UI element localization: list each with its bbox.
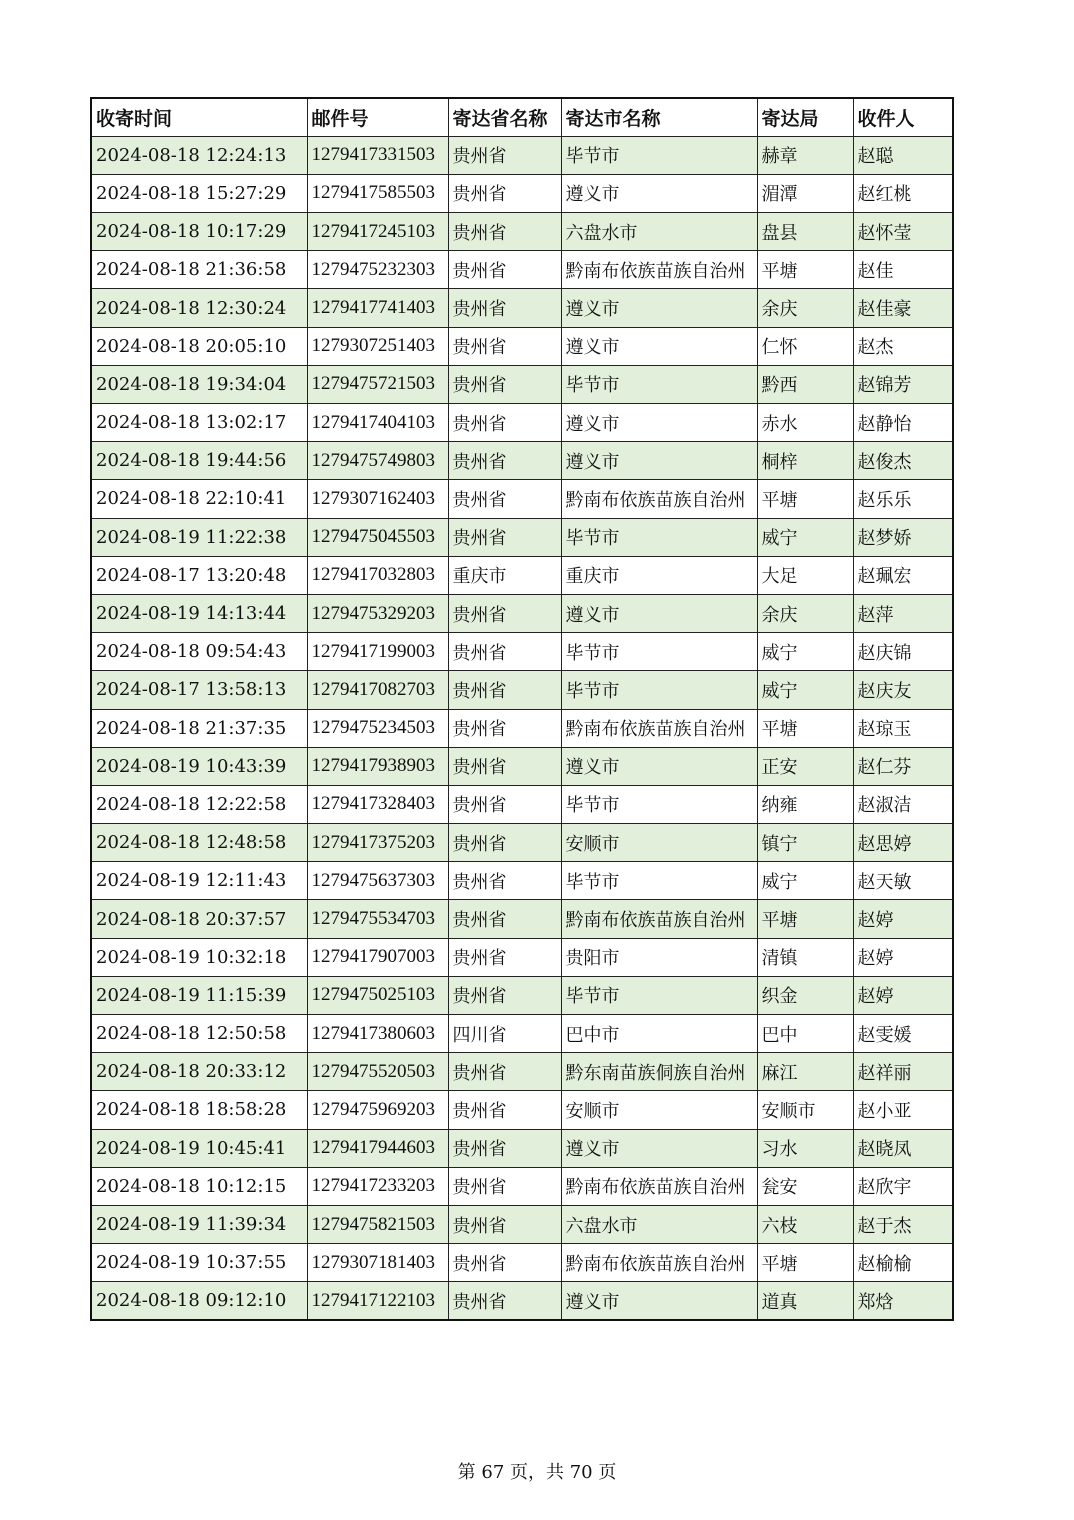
- cell-mail-number: 1279417585503: [307, 174, 448, 212]
- cell-city: 重庆市: [561, 556, 757, 594]
- cell-time: 2024-08-18 12:48:58: [91, 824, 307, 862]
- table-row: [91, 251, 953, 289]
- cell-city: 巴中市: [561, 1015, 757, 1053]
- cell-mail-number: 1279475234503: [307, 709, 448, 747]
- cell-recipient: 赵佳豪: [853, 289, 953, 327]
- cell-mail-number: 1279417331503: [307, 136, 448, 174]
- cell-recipient: 赵怀莹: [853, 213, 953, 251]
- cell-mail-number: 1279417122103: [307, 1282, 448, 1320]
- cell-city: 黔南布依族苗族自治州: [561, 1244, 757, 1282]
- cell-office: 平塘: [757, 900, 853, 938]
- cell-mail-number: 1279475749803: [307, 442, 448, 480]
- cell-city: 安顺市: [561, 824, 757, 862]
- cell-recipient: 赵庆友: [853, 671, 953, 709]
- cell-recipient: 赵天敏: [853, 862, 953, 900]
- table-row: [91, 136, 953, 174]
- cell-recipient: 赵梦娇: [853, 518, 953, 556]
- cell-time: 2024-08-19 14:13:44: [91, 594, 307, 632]
- cell-province: 贵州省: [448, 1205, 561, 1243]
- cell-time: 2024-08-18 22:10:41: [91, 480, 307, 518]
- cell-time: 2024-08-18 15:27:29: [91, 174, 307, 212]
- cell-office: 纳雍: [757, 785, 853, 823]
- cell-recipient: 赵乐乐: [853, 480, 953, 518]
- cell-province: 贵州省: [448, 136, 561, 174]
- cell-recipient: 赵淑洁: [853, 785, 953, 823]
- cell-city: 六盘水市: [561, 1205, 757, 1243]
- cell-mail-number: 1279475821503: [307, 1205, 448, 1243]
- table-row: [91, 785, 953, 823]
- cell-time: 2024-08-18 10:17:29: [91, 213, 307, 251]
- cell-mail-number: 1279475329203: [307, 594, 448, 632]
- cell-office: 平塘: [757, 251, 853, 289]
- cell-city: 毕节市: [561, 862, 757, 900]
- cell-province: 贵州省: [448, 709, 561, 747]
- cell-city: 遵义市: [561, 442, 757, 480]
- cell-city: 黔南布依族苗族自治州: [561, 251, 757, 289]
- cell-recipient: 赵于杰: [853, 1205, 953, 1243]
- cell-time: 2024-08-18 20:05:10: [91, 327, 307, 365]
- cell-recipient: 赵静怡: [853, 404, 953, 442]
- cell-city: 遵义市: [561, 1282, 757, 1320]
- cell-office: 威宁: [757, 518, 853, 556]
- cell-time: 2024-08-18 20:33:12: [91, 1053, 307, 1091]
- cell-province: 贵州省: [448, 1167, 561, 1205]
- column-header-city: 寄达市名称: [561, 98, 757, 136]
- table-row: [91, 213, 953, 251]
- cell-office: 习水: [757, 1129, 853, 1167]
- cell-recipient: 赵雯媛: [853, 1015, 953, 1053]
- cell-recipient: 赵婷: [853, 938, 953, 976]
- cell-office: 赤水: [757, 404, 853, 442]
- cell-mail-number: 1279417328403: [307, 785, 448, 823]
- cell-recipient: 赵俊杰: [853, 442, 953, 480]
- cell-office: 大足: [757, 556, 853, 594]
- cell-city: 黔南布依族苗族自治州: [561, 480, 757, 518]
- cell-recipient: 赵萍: [853, 594, 953, 632]
- table-row: [91, 747, 953, 785]
- page-footer: 第 67 页，共 70 页: [457, 1462, 617, 1483]
- table-row: [91, 594, 953, 632]
- cell-city: 毕节市: [561, 518, 757, 556]
- cell-office: 平塘: [757, 480, 853, 518]
- cell-mail-number: 1279307251403: [307, 327, 448, 365]
- cell-recipient: 赵锦芳: [853, 365, 953, 403]
- cell-province: 贵州省: [448, 1129, 561, 1167]
- table-row: [91, 900, 953, 938]
- cell-time: 2024-08-18 19:34:04: [91, 365, 307, 403]
- table-row: [91, 289, 953, 327]
- cell-province: 贵州省: [448, 938, 561, 976]
- cell-mail-number: 1279417245103: [307, 213, 448, 251]
- cell-city: 遵义市: [561, 327, 757, 365]
- cell-mail-number: 1279307181403: [307, 1244, 448, 1282]
- cell-city: 毕节市: [561, 785, 757, 823]
- cell-office: 巴中: [757, 1015, 853, 1053]
- cell-city: 六盘水市: [561, 213, 757, 251]
- cell-office: 平塘: [757, 1244, 853, 1282]
- cell-time: 2024-08-19 11:39:34: [91, 1205, 307, 1243]
- table-row: [91, 404, 953, 442]
- cell-province: 贵州省: [448, 747, 561, 785]
- table-row: [91, 671, 953, 709]
- cell-province: 贵州省: [448, 289, 561, 327]
- table-row: [91, 174, 953, 212]
- cell-time: 2024-08-18 12:24:13: [91, 136, 307, 174]
- cell-office: 镇宁: [757, 824, 853, 862]
- cell-time: 2024-08-18 12:22:58: [91, 785, 307, 823]
- cell-time: 2024-08-17 13:58:13: [91, 671, 307, 709]
- cell-mail-number: 1279307162403: [307, 480, 448, 518]
- cell-time: 2024-08-18 10:12:15: [91, 1167, 307, 1205]
- cell-province: 贵州省: [448, 1091, 561, 1129]
- cell-city: 黔南布依族苗族自治州: [561, 709, 757, 747]
- cell-city: 遵义市: [561, 594, 757, 632]
- cell-office: 平塘: [757, 709, 853, 747]
- cell-time: 2024-08-18 19:44:56: [91, 442, 307, 480]
- cell-mail-number: 1279417082703: [307, 671, 448, 709]
- cell-province: 贵州省: [448, 174, 561, 212]
- cell-mail-number: 1279475637303: [307, 862, 448, 900]
- cell-mail-number: 1279475721503: [307, 365, 448, 403]
- table-row: [91, 1091, 953, 1129]
- cell-time: 2024-08-18 18:58:28: [91, 1091, 307, 1129]
- cell-office: 威宁: [757, 862, 853, 900]
- cell-recipient: 赵榆榆: [853, 1244, 953, 1282]
- cell-province: 贵州省: [448, 900, 561, 938]
- cell-province: 四川省: [448, 1015, 561, 1053]
- cell-recipient: 赵婷: [853, 976, 953, 1014]
- cell-mail-number: 1279475534703: [307, 900, 448, 938]
- column-header-recipient: 收件人: [853, 98, 953, 136]
- cell-province: 贵州省: [448, 327, 561, 365]
- cell-recipient: 赵聪: [853, 136, 953, 174]
- cell-mail-number: 1279417938903: [307, 747, 448, 785]
- cell-time: 2024-08-18 09:54:43: [91, 633, 307, 671]
- cell-city: 毕节市: [561, 671, 757, 709]
- cell-mail-number: 1279417032803: [307, 556, 448, 594]
- cell-recipient: 赵思婷: [853, 824, 953, 862]
- cell-recipient: 赵杰: [853, 327, 953, 365]
- table-row: [91, 1129, 953, 1167]
- cell-recipient: 赵琼玉: [853, 709, 953, 747]
- cell-office: 余庆: [757, 594, 853, 632]
- cell-province: 贵州省: [448, 1244, 561, 1282]
- cell-city: 毕节市: [561, 136, 757, 174]
- cell-office: 六枝: [757, 1205, 853, 1243]
- cell-city: 毕节市: [561, 633, 757, 671]
- cell-office: 余庆: [757, 289, 853, 327]
- cell-mail-number: 1279475045503: [307, 518, 448, 556]
- column-header-mail-number: 邮件号: [307, 98, 448, 136]
- cell-recipient: 赵婷: [853, 900, 953, 938]
- cell-province: 贵州省: [448, 824, 561, 862]
- cell-mail-number: 1279417233203: [307, 1167, 448, 1205]
- cell-time: 2024-08-18 21:37:35: [91, 709, 307, 747]
- cell-office: 清镇: [757, 938, 853, 976]
- cell-city: 黔南布依族苗族自治州: [561, 1167, 757, 1205]
- cell-time: 2024-08-18 13:02:17: [91, 404, 307, 442]
- cell-office: 威宁: [757, 671, 853, 709]
- cell-province: 重庆市: [448, 556, 561, 594]
- cell-city: 毕节市: [561, 365, 757, 403]
- table-row: [91, 1167, 953, 1205]
- cell-office: 正安: [757, 747, 853, 785]
- cell-province: 贵州省: [448, 862, 561, 900]
- mail-records-table: [90, 97, 954, 1321]
- cell-city: 贵阳市: [561, 938, 757, 976]
- cell-mail-number: 1279475025103: [307, 976, 448, 1014]
- table-row: [91, 480, 953, 518]
- table-row: [91, 1244, 953, 1282]
- cell-mail-number: 1279417944603: [307, 1129, 448, 1167]
- cell-time: 2024-08-18 21:36:58: [91, 251, 307, 289]
- cell-province: 贵州省: [448, 518, 561, 556]
- cell-time: 2024-08-18 09:12:10: [91, 1282, 307, 1320]
- cell-office: 湄潭: [757, 174, 853, 212]
- cell-office: 威宁: [757, 633, 853, 671]
- cell-city: 遵义市: [561, 747, 757, 785]
- cell-city: 毕节市: [561, 976, 757, 1014]
- cell-recipient: 赵红桃: [853, 174, 953, 212]
- cell-recipient: 赵珮宏: [853, 556, 953, 594]
- table-row: [91, 1053, 953, 1091]
- cell-province: 贵州省: [448, 480, 561, 518]
- cell-city: 黔东南苗族侗族自治州: [561, 1053, 757, 1091]
- table-row: [91, 1205, 953, 1243]
- cell-city: 安顺市: [561, 1091, 757, 1129]
- table-row: [91, 862, 953, 900]
- cell-time: 2024-08-19 11:15:39: [91, 976, 307, 1014]
- cell-office: 织金: [757, 976, 853, 1014]
- cell-time: 2024-08-17 13:20:48: [91, 556, 307, 594]
- cell-province: 贵州省: [448, 633, 561, 671]
- table-row: [91, 1015, 953, 1053]
- cell-province: 贵州省: [448, 442, 561, 480]
- cell-time: 2024-08-19 10:32:18: [91, 938, 307, 976]
- header-row: [91, 98, 953, 136]
- cell-mail-number: 1279417907003: [307, 938, 448, 976]
- cell-city: 遵义市: [561, 174, 757, 212]
- cell-recipient: 赵欣宇: [853, 1167, 953, 1205]
- cell-province: 贵州省: [448, 1282, 561, 1320]
- cell-office: 瓮安: [757, 1167, 853, 1205]
- cell-time: 2024-08-18 12:50:58: [91, 1015, 307, 1053]
- table-row: [91, 709, 953, 747]
- cell-mail-number: 1279417404103: [307, 404, 448, 442]
- cell-city: 遵义市: [561, 404, 757, 442]
- cell-recipient: 赵小亚: [853, 1091, 953, 1129]
- cell-city: 遵义市: [561, 289, 757, 327]
- cell-time: 2024-08-19 10:43:39: [91, 747, 307, 785]
- cell-office: 黔西: [757, 365, 853, 403]
- cell-province: 贵州省: [448, 594, 561, 632]
- cell-time: 2024-08-18 20:37:57: [91, 900, 307, 938]
- cell-mail-number: 1279417741403: [307, 289, 448, 327]
- table-row: [91, 365, 953, 403]
- column-header-province: 寄达省名称: [448, 98, 561, 136]
- table-row: [91, 442, 953, 480]
- cell-province: 贵州省: [448, 213, 561, 251]
- cell-province: 贵州省: [448, 404, 561, 442]
- cell-mail-number: 1279417380603: [307, 1015, 448, 1053]
- table-row: [91, 976, 953, 1014]
- cell-recipient: 郑焓: [853, 1282, 953, 1320]
- cell-province: 贵州省: [448, 251, 561, 289]
- column-header-office: 寄达局: [757, 98, 853, 136]
- cell-recipient: 赵祥丽: [853, 1053, 953, 1091]
- cell-province: 贵州省: [448, 785, 561, 823]
- table-row: [91, 518, 953, 556]
- table-row: [91, 1282, 953, 1320]
- cell-province: 贵州省: [448, 976, 561, 1014]
- cell-time: 2024-08-18 12:30:24: [91, 289, 307, 327]
- cell-recipient: 赵庆锦: [853, 633, 953, 671]
- table-row: [91, 938, 953, 976]
- cell-time: 2024-08-19 10:37:55: [91, 1244, 307, 1282]
- table-row: [91, 824, 953, 862]
- cell-office: 道真: [757, 1282, 853, 1320]
- cell-mail-number: 1279475520503: [307, 1053, 448, 1091]
- cell-province: 贵州省: [448, 365, 561, 403]
- cell-office: 仁怀: [757, 327, 853, 365]
- cell-office: 桐梓: [757, 442, 853, 480]
- cell-city: 黔南布依族苗族自治州: [561, 900, 757, 938]
- cell-office: 盘县: [757, 213, 853, 251]
- cell-mail-number: 1279475969203: [307, 1091, 448, 1129]
- cell-province: 贵州省: [448, 1053, 561, 1091]
- column-header-time: 收寄时间: [91, 98, 307, 136]
- cell-office: 麻江: [757, 1053, 853, 1091]
- cell-time: 2024-08-19 10:45:41: [91, 1129, 307, 1167]
- cell-office: 安顺市: [757, 1091, 853, 1129]
- cell-recipient: 赵晓凤: [853, 1129, 953, 1167]
- cell-time: 2024-08-19 12:11:43: [91, 862, 307, 900]
- cell-province: 贵州省: [448, 671, 561, 709]
- cell-city: 遵义市: [561, 1129, 757, 1167]
- cell-mail-number: 1279475232303: [307, 251, 448, 289]
- table-row: [91, 556, 953, 594]
- cell-mail-number: 1279417199003: [307, 633, 448, 671]
- cell-office: 赫章: [757, 136, 853, 174]
- cell-recipient: 赵佳: [853, 251, 953, 289]
- cell-mail-number: 1279417375203: [307, 824, 448, 862]
- table-row: [91, 633, 953, 671]
- table-row: [91, 327, 953, 365]
- cell-time: 2024-08-19 11:22:38: [91, 518, 307, 556]
- cell-recipient: 赵仁芬: [853, 747, 953, 785]
